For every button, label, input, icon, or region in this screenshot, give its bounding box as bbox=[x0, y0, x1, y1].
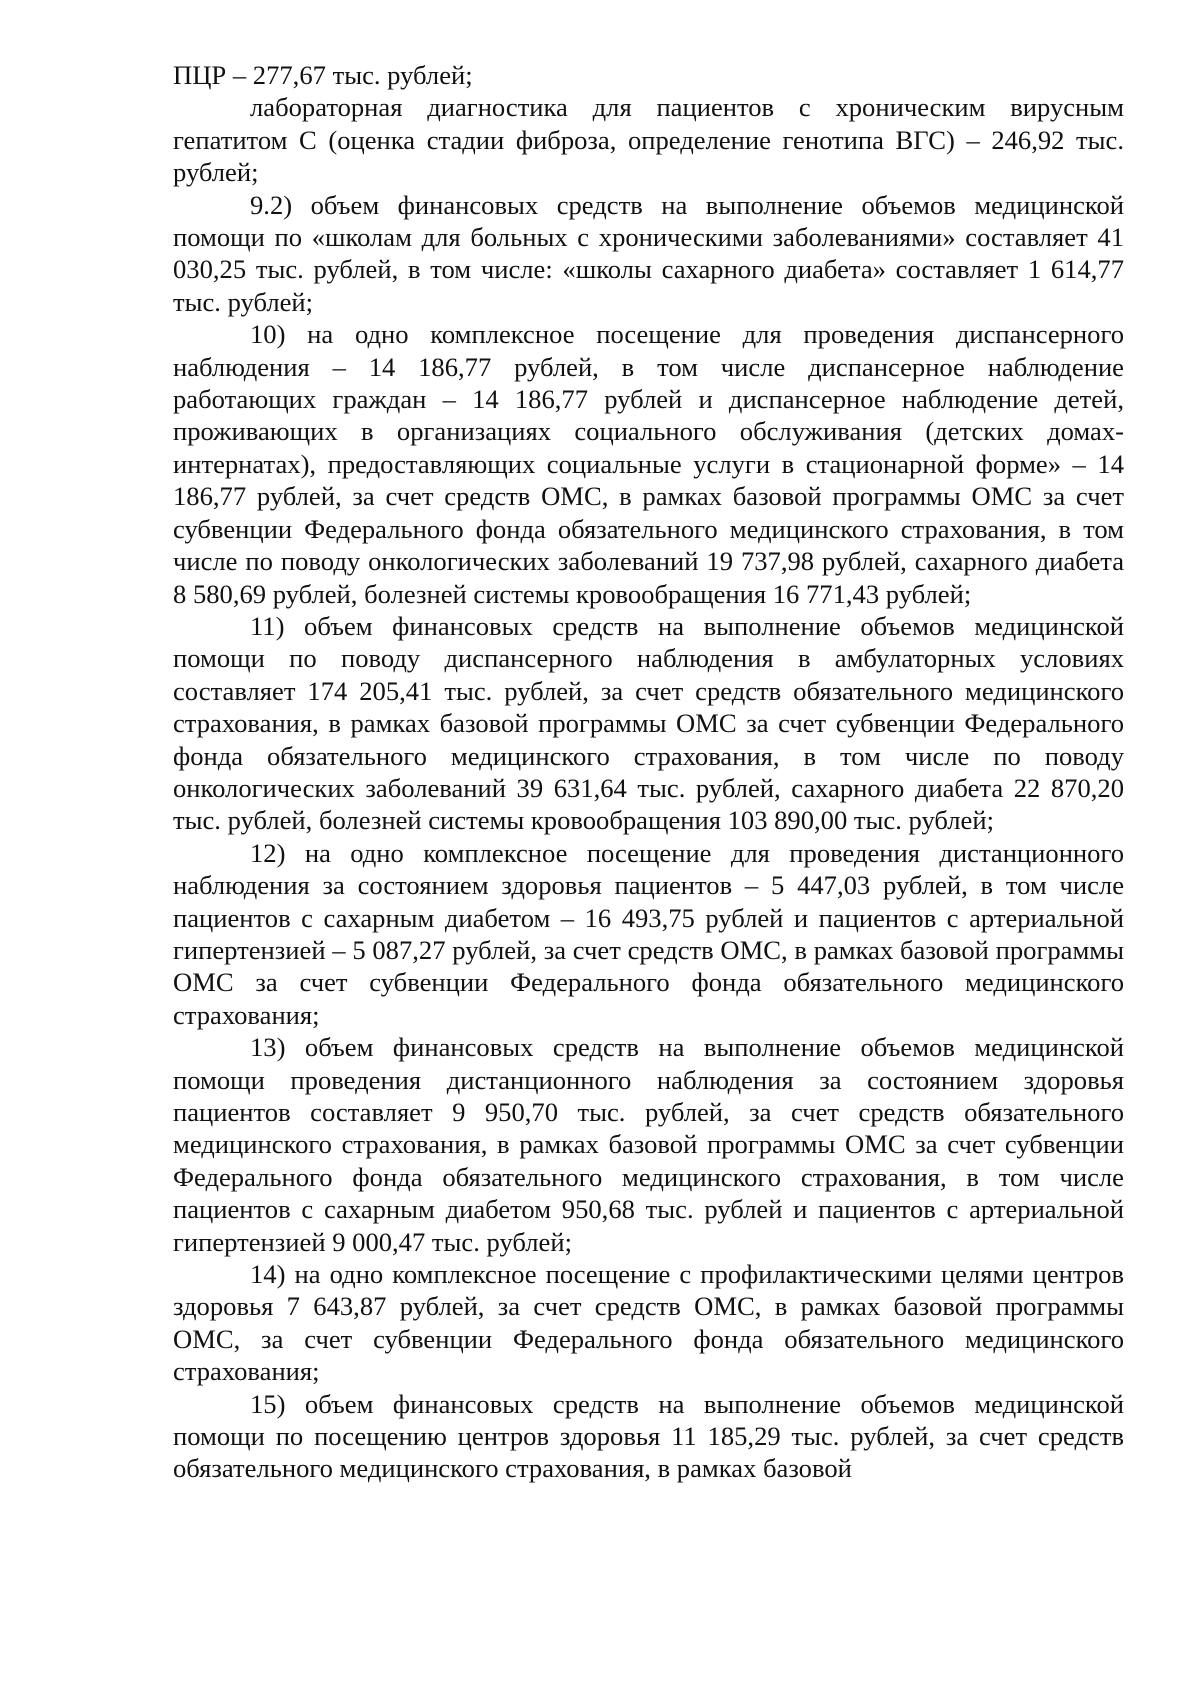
paragraph-item-9-2: 9.2) объем финансовых средств на выполнение объемов медицинской помощи по «школам для больных с хроническими заболеваниями» составляет 41 030,25 тыс. рублей, в том числе: «школы сахарного диабета» составляет 1 614,77 тыс. рублей; bbox=[173, 189, 1124, 317]
paragraph-item-10: 10) на одно комплексное посещение для проведения диспансерного наблюдения – 14 186,77 рублей, в том числе диспансерное наблюдение работающих граждан – 14 186,77 рублей и диспансерное наблюдение детей, проживающих в организациях социального обслуживания (детских домах-интернатах), предоставляющих социальные услуги в стационарной форме» – 14 186,77 рублей, за счет средств ОМС, в рамках базовой программы ОМС за счет субвенции Федерального фонда обязательного медицинского страхования, в том числе по поводу онкологических заболеваний 19 737,98 рублей, сахарного диабета 8 580,69 рублей, болезней системы кровообращения 16 771,43 рублей; bbox=[173, 319, 1124, 609]
paragraph-pcr-cost: ПЦР – 277,67 тыс. рублей; bbox=[173, 60, 473, 90]
paragraph-item-11: 11) объем финансовых средств на выполнение объемов медицинской помощи по поводу диспансерного наблюдения в амбулаторных условиях составляет 174 205,41 тыс. рублей, за счет средств обязательного медицинского страхования, в рамках базовой программы ОМС за счет субвенции Федерального фонда обязательного медицинского страхования, в том числе по поводу онкологических заболеваний 39 631,64 тыс. рублей, сахарного диабета 22 870,20 тыс. рублей, болезней системы кровообращения 103 890,00 тыс. рублей; bbox=[173, 610, 1124, 836]
paragraph-item-13: 13) объем финансовых средств на выполнение объемов медицинской помощи проведения дистанционного наблюдения за состоянием здоровья пациентов составляет 9 950,70 тыс. рублей, за счет средств обязательного медицинского страхования, в рамках базовой программы ОМС за счет субвенции Федерального фонда обязательного медицинского страхования, в том числе пациентов с сахарным диабетом 950,68 тыс. рублей и пациентов с артериальной гипертензией 9 000,47 тыс. рублей; bbox=[173, 1032, 1124, 1257]
paragraph-item-14: 14) на одно комплексное посещение с профилактическими целями центров здоровья 7 643,87 рублей, за счет средств ОМС, в рамках базовой программы ОМС, за счет субвенции Федерального фонда обязательного медицинского страхования; bbox=[173, 1259, 1124, 1387]
paragraph-hepatitis-c-diagnostics: лабораторная диагностика для пациентов с хроническим вирусным гепатитом С (оценка стадии фиброза, определение генотипа ВГС) – 246,92 тыс. рублей; bbox=[173, 92, 1124, 188]
document-page bbox=[173, 59, 1124, 1485]
paragraph-item-12: 12) на одно комплексное посещение для проведения дистанционного наблюдения за состоянием здоровья пациентов – 5 447,03 рублей, в том числе пациентов с сахарным диабетом – 16 493,75 рублей и пациентов с артериальной гипертензией – 5 087,27 рублей, за счет средств ОМС, в рамках базовой программы ОМС за счет субвенции Федерального фонда обязательного медицинского страхования; bbox=[173, 837, 1124, 1030]
paragraph-item-15: 15) объем финансовых средств на выполнение объемов медицинской помощи по посещению центров здоровья 11 185,29 тыс. рублей, за счет средств обязательного медицинского страхования, в рамках базовой bbox=[173, 1388, 1124, 1484]
